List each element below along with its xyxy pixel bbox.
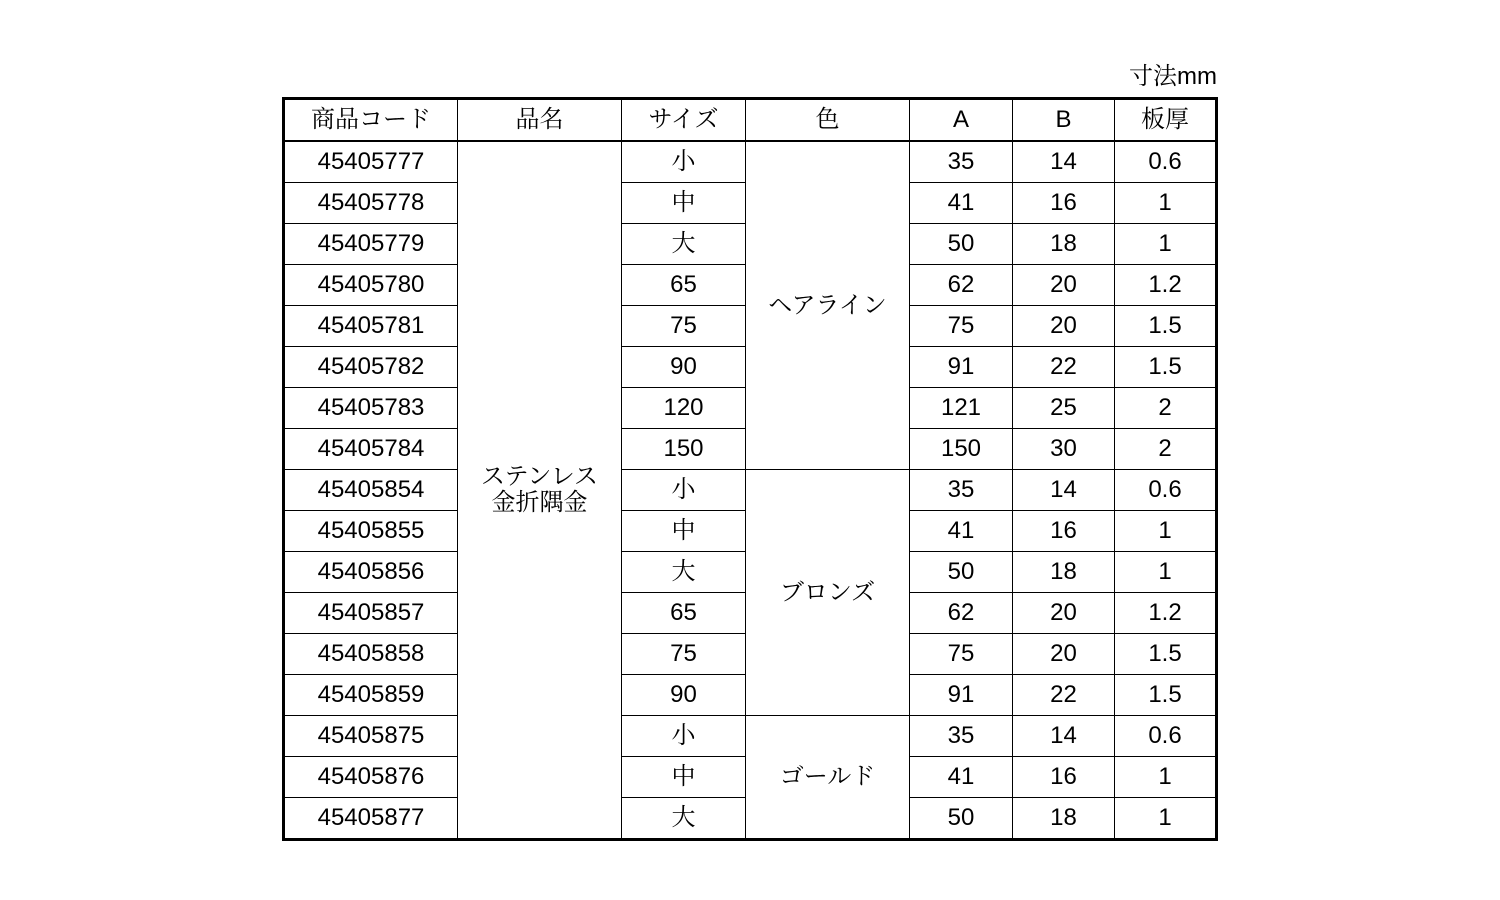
- dimension-b-cell: 16: [1013, 757, 1115, 798]
- size-cell: 75: [622, 634, 746, 675]
- color-cell: ゴールド: [746, 716, 910, 840]
- product-name-line: 金折隅金: [491, 489, 588, 516]
- header-row: [284, 99, 1217, 142]
- dimension-a-cell: 41: [910, 511, 1013, 552]
- product-code-cell: 45405778: [284, 183, 458, 224]
- thickness-cell: 1: [1115, 224, 1217, 265]
- dimension-b-cell: 20: [1013, 265, 1115, 306]
- header-a: A: [910, 99, 1013, 142]
- product-code-cell: 45405859: [284, 675, 458, 716]
- dimension-b-cell: 25: [1013, 388, 1115, 429]
- dimension-b-cell: 14: [1013, 141, 1115, 183]
- dimension-a-cell: 35: [910, 141, 1013, 183]
- dimension-a-cell: 50: [910, 798, 1013, 840]
- size-cell: 小: [622, 141, 746, 183]
- dimension-a-cell: 35: [910, 716, 1013, 757]
- thickness-cell: 1: [1115, 511, 1217, 552]
- size-cell: 75: [622, 306, 746, 347]
- thickness-cell: 1: [1115, 552, 1217, 593]
- product-code-cell: 45405781: [284, 306, 458, 347]
- dimension-a-cell: 35: [910, 470, 1013, 511]
- thickness-cell: 1.2: [1115, 593, 1217, 634]
- size-cell: 150: [622, 429, 746, 470]
- thickness-cell: 1: [1115, 798, 1217, 840]
- header-size: サイズ: [622, 99, 746, 142]
- dimension-b-cell: 20: [1013, 306, 1115, 347]
- dimension-a-cell: 121: [910, 388, 1013, 429]
- product-code-cell: 45405877: [284, 798, 458, 840]
- thickness-cell: 1.5: [1115, 675, 1217, 716]
- thickness-cell: 1: [1115, 183, 1217, 224]
- thickness-cell: 2: [1115, 429, 1217, 470]
- product-name-cell: [458, 141, 622, 840]
- dimension-b-cell: 14: [1013, 716, 1115, 757]
- dimension-b-cell: 22: [1013, 675, 1115, 716]
- dimension-b-cell: 20: [1013, 634, 1115, 675]
- dimension-b-cell: 14: [1013, 470, 1115, 511]
- product-code-cell: 45405855: [284, 511, 458, 552]
- thickness-cell: 1.5: [1115, 634, 1217, 675]
- size-cell: 大: [622, 798, 746, 840]
- table-row: [284, 141, 1217, 183]
- dimension-b-cell: 30: [1013, 429, 1115, 470]
- dimension-b-cell: 16: [1013, 183, 1115, 224]
- header-color: 色: [746, 99, 910, 142]
- header-product-name: 品名: [458, 99, 622, 142]
- product-code-cell: 45405858: [284, 634, 458, 675]
- product-code-cell: 45405857: [284, 593, 458, 634]
- product-name-line: ステンレス: [481, 463, 598, 490]
- header-b: B: [1013, 99, 1115, 142]
- color-cell: ヘアライン: [746, 141, 910, 470]
- dimension-a-cell: 50: [910, 552, 1013, 593]
- size-cell: 90: [622, 347, 746, 388]
- size-cell: 大: [622, 552, 746, 593]
- product-code-cell: 45405854: [284, 470, 458, 511]
- dimension-a-cell: 41: [910, 183, 1013, 224]
- product-code-cell: 45405856: [284, 552, 458, 593]
- table-body: [284, 141, 1217, 840]
- dimension-a-cell: 91: [910, 347, 1013, 388]
- product-code-cell: 45405779: [284, 224, 458, 265]
- dimension-a-cell: 62: [910, 265, 1013, 306]
- dimension-b-cell: 18: [1013, 798, 1115, 840]
- unit-label: 寸法mm: [1129, 63, 1217, 90]
- dimension-a-cell: 41: [910, 757, 1013, 798]
- thickness-cell: 1.5: [1115, 306, 1217, 347]
- size-cell: 90: [622, 675, 746, 716]
- thickness-cell: 2: [1115, 388, 1217, 429]
- header-thickness: 板厚: [1115, 99, 1217, 142]
- dimension-b-cell: 22: [1013, 347, 1115, 388]
- dimension-b-cell: 18: [1013, 224, 1115, 265]
- size-cell: 小: [622, 470, 746, 511]
- table-row: [284, 716, 1217, 757]
- dimension-b-cell: 16: [1013, 511, 1115, 552]
- size-cell: 中: [622, 757, 746, 798]
- dimension-a-cell: 62: [910, 593, 1013, 634]
- thickness-cell: 0.6: [1115, 716, 1217, 757]
- size-cell: 65: [622, 265, 746, 306]
- color-cell: ブロンズ: [746, 470, 910, 716]
- dimension-b-cell: 20: [1013, 593, 1115, 634]
- size-cell: 中: [622, 511, 746, 552]
- size-cell: 65: [622, 593, 746, 634]
- size-cell: 大: [622, 224, 746, 265]
- size-cell: 中: [622, 183, 746, 224]
- dimension-a-cell: 75: [910, 306, 1013, 347]
- product-code-cell: 45405777: [284, 141, 458, 183]
- product-code-cell: 45405780: [284, 265, 458, 306]
- product-code-cell: 45405782: [284, 347, 458, 388]
- thickness-cell: 1: [1115, 757, 1217, 798]
- spec-table: [282, 97, 1218, 841]
- dimension-b-cell: 18: [1013, 552, 1115, 593]
- product-code-cell: 45405784: [284, 429, 458, 470]
- thickness-cell: 0.6: [1115, 141, 1217, 183]
- product-code-cell: 45405875: [284, 716, 458, 757]
- product-code-cell: 45405783: [284, 388, 458, 429]
- dimension-a-cell: 50: [910, 224, 1013, 265]
- dimension-a-cell: 150: [910, 429, 1013, 470]
- dimension-a-cell: 91: [910, 675, 1013, 716]
- dimension-a-cell: 75: [910, 634, 1013, 675]
- product-code-cell: 45405876: [284, 757, 458, 798]
- size-cell: 120: [622, 388, 746, 429]
- thickness-cell: 1.5: [1115, 347, 1217, 388]
- header-product-code: 商品コード: [284, 99, 458, 142]
- thickness-cell: 0.6: [1115, 470, 1217, 511]
- size-cell: 小: [622, 716, 746, 757]
- thickness-cell: 1.2: [1115, 265, 1217, 306]
- table-row: [284, 470, 1217, 511]
